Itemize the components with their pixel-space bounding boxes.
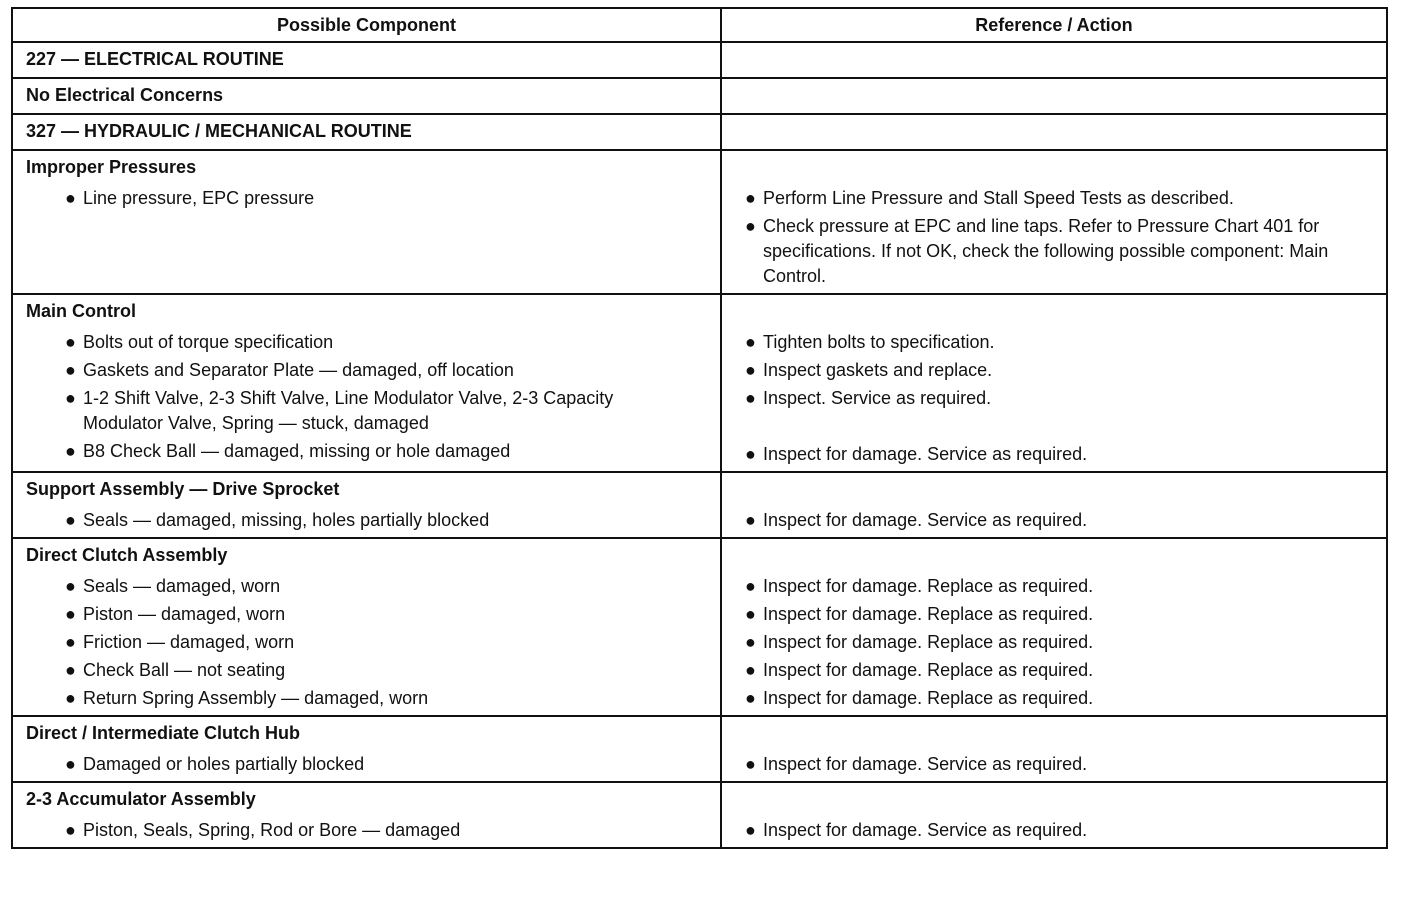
action-text: Inspect for damage. Service as required. (763, 754, 1088, 774)
action-text: Inspect for damage. Replace as required. (763, 688, 1094, 708)
bullet-icon: ● (745, 688, 756, 708)
action-item (735, 818, 1374, 843)
section-title: 2-3 Accumulator Assembly (26, 789, 256, 809)
action-item (735, 686, 1374, 711)
component-text: Seals — damaged, worn (83, 576, 281, 596)
section-row-main-control (12, 294, 1387, 472)
component-item (26, 508, 708, 533)
action-item (735, 442, 1374, 467)
bullet-icon: ● (745, 444, 756, 464)
bullet-icon: ● (745, 360, 756, 380)
routine-label: 327 — HYDRAULIC / MECHANICAL ROUTINE (12, 114, 721, 150)
action-item (735, 358, 1374, 383)
component-item (26, 752, 708, 777)
action-cell (721, 538, 1387, 716)
bullet-icon: ● (65, 388, 76, 408)
bullet-icon: ● (65, 360, 76, 380)
action-text: Inspect for damage. Service as required. (763, 444, 1088, 464)
action-item (735, 752, 1374, 777)
section-row-accumulator-assembly (12, 782, 1387, 848)
action-item (735, 386, 1374, 411)
action-item (735, 330, 1374, 355)
bullet-icon: ● (65, 188, 76, 208)
component-cell (12, 782, 721, 848)
section-title: Improper Pressures (26, 157, 197, 177)
bullet-icon: ● (745, 820, 756, 840)
routine-empty-cell (721, 114, 1387, 150)
action-cell (721, 294, 1387, 472)
action-item (735, 214, 1374, 289)
section-row-direct-clutch-assembly (12, 538, 1387, 716)
action-text: Check pressure at EPC and line taps. Refer to Pressure Chart 401 for specifications. If not OK, check the following possible component: Main Control. (763, 216, 1329, 286)
component-item (26, 602, 708, 627)
bullet-icon: ● (65, 820, 76, 840)
component-item (26, 186, 708, 211)
action-text: Inspect for damage. Service as required. (763, 820, 1088, 840)
bullet-icon: ● (745, 332, 756, 352)
action-item (735, 186, 1374, 211)
bullet-icon: ● (745, 216, 756, 236)
component-cell (12, 294, 721, 472)
component-text: Check Ball — not seating (83, 660, 286, 680)
component-cell (12, 716, 721, 782)
section-title: Main Control (26, 301, 136, 321)
action-text: Tighten bolts to specification. (763, 332, 995, 352)
action-item (735, 508, 1374, 533)
action-text: Inspect. Service as required. (763, 388, 992, 408)
action-cell (721, 782, 1387, 848)
component-text: B8 Check Ball — damaged, missing or hole damaged (83, 441, 511, 461)
bullet-icon: ● (65, 441, 76, 461)
routine-row (12, 78, 1387, 114)
header-possible-component: Possible Component (12, 8, 721, 42)
bullet-icon: ● (65, 510, 76, 530)
bullet-icon: ● (745, 388, 756, 408)
action-text: Perform Line Pressure and Stall Speed Tests as described. (763, 188, 1234, 208)
routine-row (12, 42, 1387, 78)
action-text: Inspect for damage. Replace as required. (763, 660, 1094, 680)
bullet-icon: ● (65, 332, 76, 352)
component-text: Gaskets and Separator Plate — damaged, off location (83, 360, 514, 380)
action-text: Inspect for damage. Replace as required. (763, 576, 1094, 596)
action-text: Inspect for damage. Replace as required. (763, 632, 1094, 652)
section-row-clutch-hub (12, 716, 1387, 782)
action-item (735, 658, 1374, 683)
diagnosis-table (11, 7, 1388, 849)
bullet-icon: ● (745, 754, 756, 774)
action-item (735, 574, 1374, 599)
routine-row (12, 114, 1387, 150)
component-text: Piston — damaged, worn (83, 604, 286, 624)
component-item (26, 358, 708, 383)
component-item (26, 574, 708, 599)
bullet-icon: ● (65, 632, 76, 652)
bullet-icon: ● (745, 632, 756, 652)
action-item (735, 630, 1374, 655)
routine-label: 227 — ELECTRICAL ROUTINE (12, 42, 721, 78)
action-text: Inspect gaskets and replace. (763, 360, 993, 380)
component-text: Return Spring Assembly — damaged, worn (83, 688, 429, 708)
component-text: 1-2 Shift Valve, 2-3 Shift Valve, Line Modulator Valve, 2-3 Capacity Modulator Valve, Spring — stuck, damaged (83, 388, 614, 433)
bullet-icon: ● (745, 576, 756, 596)
component-item (26, 658, 708, 683)
section-title: Support Assembly — Drive Sprocket (26, 479, 340, 499)
bullet-icon: ● (65, 688, 76, 708)
section-title: Direct Clutch Assembly (26, 545, 228, 565)
bullet-icon: ● (745, 510, 756, 530)
component-cell (12, 538, 721, 716)
action-cell (721, 716, 1387, 782)
action-cell (721, 472, 1387, 538)
component-item (26, 330, 708, 355)
component-text: Friction — damaged, worn (83, 632, 295, 652)
action-text: Inspect for damage. Replace as required. (763, 604, 1094, 624)
component-text: Piston, Seals, Spring, Rod or Bore — damaged (83, 820, 461, 840)
component-cell (12, 472, 721, 538)
component-text: Bolts out of torque specification (83, 332, 334, 352)
component-item (26, 386, 708, 436)
bullet-icon: ● (745, 188, 756, 208)
component-item (26, 439, 708, 464)
bullet-icon: ● (65, 604, 76, 624)
component-item (26, 686, 708, 711)
header-row (12, 8, 1387, 42)
section-title: Direct / Intermediate Clutch Hub (26, 723, 301, 743)
component-text: Seals — damaged, missing, holes partially blocked (83, 510, 490, 530)
routine-empty-cell (721, 42, 1387, 78)
action-item (735, 602, 1374, 627)
action-text: Inspect for damage. Service as required. (763, 510, 1088, 530)
bullet-icon: ● (65, 576, 76, 596)
routine-label: No Electrical Concerns (12, 78, 721, 114)
section-row-support-assembly (12, 472, 1387, 538)
bullet-icon: ● (65, 660, 76, 680)
component-cell (12, 150, 721, 294)
component-text: Damaged or holes partially blocked (83, 754, 365, 774)
bullet-icon: ● (65, 754, 76, 774)
component-item (26, 818, 708, 843)
section-row-improper-pressures (12, 150, 1387, 294)
bullet-icon: ● (745, 604, 756, 624)
action-cell (721, 150, 1387, 294)
component-item (26, 630, 708, 655)
bullet-icon: ● (745, 660, 756, 680)
component-text: Line pressure, EPC pressure (83, 188, 315, 208)
routine-empty-cell (721, 78, 1387, 114)
header-reference-action: Reference / Action (721, 8, 1387, 42)
